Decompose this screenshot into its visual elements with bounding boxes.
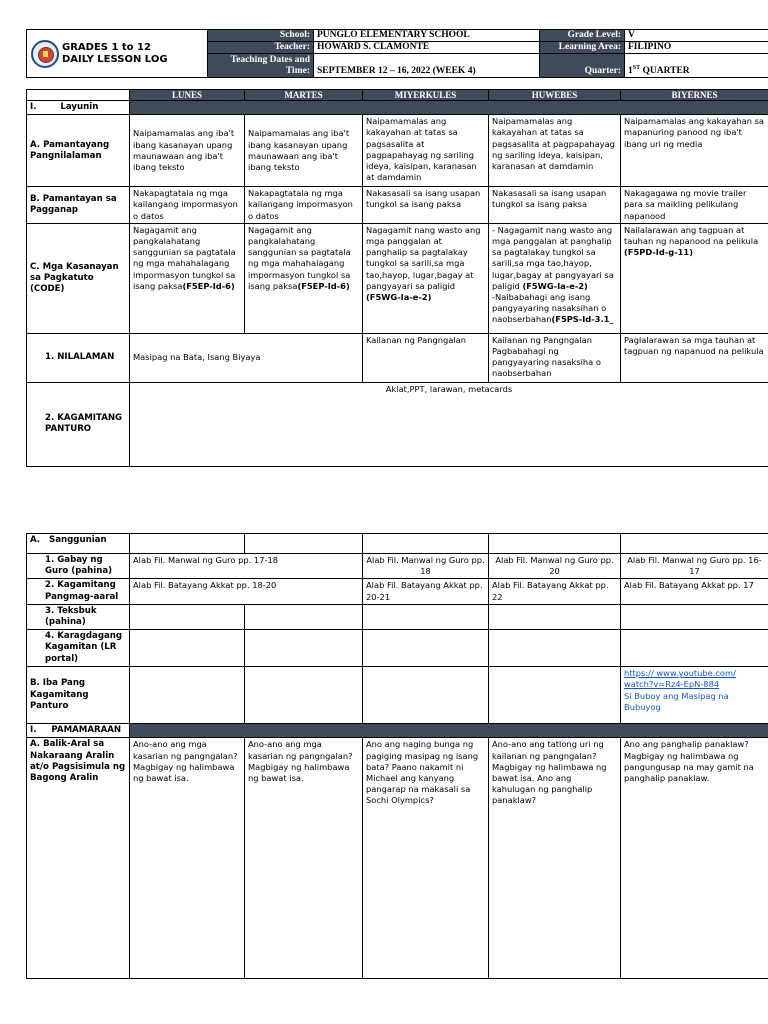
teksbuk-label: 3. Teksbuk (pahina)	[27, 604, 130, 629]
table-cell: Kailanan ng Pangngalan	[363, 333, 489, 382]
table-cell: Naipamamalas ang iba't ibang kasanayan upang maunawaan ang iba't ibang teksto	[245, 115, 363, 187]
table-cell: Nakasasali sa isang usapan tungkol sa isang paksa	[363, 187, 489, 224]
day-header: LUNES	[130, 90, 245, 101]
lesson-objectives-table	[26, 89, 768, 467]
table-cell: Ano-ano ang mga kasarian ng pangngalan? Magbigay ng halimbawa ng bawat isa.	[130, 738, 245, 979]
video-title: Si Buboy ang Masipag na Bubuyog	[624, 690, 729, 712]
table-cell: Alab Fil. Manwal ng Guro pp. 20	[489, 554, 621, 579]
pamamaraan-heading: I. PAMAMARAAN	[27, 724, 130, 738]
pagganap-label: B. Pamantayan sa Pagganap	[27, 187, 130, 224]
log-title: DAILY LESSON LOG	[62, 53, 168, 65]
quarter-value: 1ST QUARTER	[625, 54, 768, 78]
table-cell: Alab Fil. Batayang Akkat pp. 18-20	[130, 579, 363, 604]
grade-label: Grade Level:	[540, 30, 625, 42]
day-header: HUWEBES	[489, 90, 621, 101]
dates-value: SEPTEMBER 12 – 16, 2022 (WEEK 4)	[314, 54, 540, 78]
table-cell: Ano ang naging bunga ng pagiging masipag ng isang bata? Paano nakamit ni Michael ang kanyang pangarap na makasali sa Sochi Olympics?	[363, 738, 489, 979]
table-cell: Alab Fil. Batayang Akkat pp. 20-21	[363, 579, 489, 604]
teacher-label: Teacher:	[208, 42, 314, 54]
table-cell: Nagagamit ang pangkalahatang sanggunian sa pagtatala ng mga mahahalagang impormasyon tungkol sa isang paksa(F5EP-Id-6)	[130, 223, 245, 333]
nilalaman-label: 1. NILALAMAN	[27, 333, 130, 382]
table-cell	[621, 667, 768, 724]
quarter-label: Quarter:	[540, 54, 625, 78]
layunin-heading: I. Layunin	[27, 101, 130, 115]
lesson-procedure-table	[26, 533, 768, 979]
youtube-link[interactable]: https:// www.youtube.com/ watch?v=Rz4-EpN-884	[624, 668, 736, 690]
deped-seal-icon	[31, 40, 59, 68]
area-label: Learning Area:	[540, 42, 625, 54]
day-header: MIYERKULES	[363, 90, 489, 101]
area-value: FILIPINO	[625, 42, 768, 54]
table-cell: Ano-ano ang tatlong uri ng kailanan ng pangngalan? Magbigay ng halimbawa ng bawat isa. Ano ang kahulugan ng panghalip panaklaw?	[489, 738, 621, 979]
table-cell: Alab Fil. Manwal ng Guro pp. 17-18	[130, 554, 363, 579]
table-cell: Nakasasali sa isang usapan tungkol sa isang paksa	[489, 187, 621, 224]
kasanayan-label: C. Mga Kasanayan sa Pagkatuto (CODE)	[27, 223, 130, 333]
gabay-label: 1. Gabay ng Guro (pahina)	[27, 554, 130, 579]
table-cell: Nakagagawa ng movie trailer para sa maikling pelikulang napanood	[621, 187, 768, 224]
dates-label: Teaching Dates and Time:	[208, 54, 314, 78]
table-cell: Masipag na Bata, Isang Biyaya	[130, 333, 363, 382]
day-header: BIYERNES	[621, 90, 768, 101]
teacher-value: HOWARD S. CLAMONTE	[314, 42, 540, 54]
table-cell: Nakapagtatala ng mga kailangang impormasyon o datos	[130, 187, 245, 224]
table-cell: Nagagamit nang wasto ang mga panggalan at panghalip sa pagtalakay tungkol sa sarili,sa mga tao,hayop, lugar,bagay at pangyayari sa paligid (F5WG-Ia-e-2)	[363, 223, 489, 333]
table-cell: Kailanan ng Pangngalan Pagbabahagi ng pangyayaring nasaksiha o naobserbahan	[489, 333, 621, 382]
kagamitan-label: 2. KAGAMITANG PANTURO	[27, 382, 130, 466]
table-cell: - Nagagamit nang wasto ang mga panggalan at panghalip sa pagtalakay tungkol sa sarili,sa mga tao,hayop, lugar,bagay at pangyayari sa paligid (F5WG-Ia-e-2) -Naibabahagi ang isang pangyayaring nasaksihan o naobserbahan(F5PS-Id-3.1_	[489, 223, 621, 333]
table-cell: Aklat,PPT, larawan, metacards	[130, 382, 768, 466]
table-cell: Naipamamalas ang kakayahan at tatas sa pagsasalita at pagpapahayag ng sariling ideya, kaisipan, karanasan at damdamin	[363, 115, 489, 187]
table-cell: Naipamamalas ang kakayahan at tatas sa pagsasalita at pagpapahayag ng sariling ideya, kaisipan, karanasan at damdamin	[489, 115, 621, 187]
sanggunian-heading: A. Sanggunian	[27, 534, 130, 554]
header-title-cell	[27, 30, 208, 78]
day-header: MARTES	[245, 90, 363, 101]
table-cell: Alab Fil. Batayang Akkat pp. 17	[621, 579, 768, 604]
school-label: School:	[208, 30, 314, 42]
school-value: PUNGLO ELEMENTARY SCHOOL	[314, 30, 540, 42]
table-cell: Ano-ano ang mga kasarian ng pangngalan? Magbigay ng halimbawa ng bawat isa.	[245, 738, 363, 979]
grades-title: GRADES 1 to 12	[62, 41, 151, 53]
table-cell: Naipamamalas ang kakayahan sa mapanuring panood ng iba't ibang uri ng media	[621, 115, 768, 187]
balik-label: A. Balik-Aral sa Nakaraang Aralin at/o Pagsisimula ng Bagong Aralin	[27, 738, 130, 979]
pangmag-label: 2. Kagamitang Pangmag-aaral	[27, 579, 130, 604]
table-cell: Nakapagtatala ng mga kailangang impormasyon o datos	[245, 187, 363, 224]
table-cell: Alab Fil. Batayang Akkat pp. 22	[489, 579, 621, 604]
section-bar	[130, 724, 768, 738]
table-cell: Naipamamalas ang iba't ibang kasanayan upang maunawaan ang iba't ibang teksto	[130, 115, 245, 187]
karagdagang-label: 4. Karagdagang Kagamitan (LR portal)	[27, 630, 130, 667]
grade-value: V	[625, 30, 768, 42]
header-table	[26, 29, 768, 78]
table-cell: Nailalarawan ang tagpuan at tauhan ng napanood na pelikula (F5PD-Id-g-11)	[621, 223, 768, 333]
table-cell: Alab Fil. Manwal ng Guro pp. 18	[363, 554, 489, 579]
table-cell: Ano ang panghalip panaklaw? Magbigay ng halimbawa ng pangungusap na may gamit na panghalip panaklaw.	[621, 738, 768, 979]
section-bar	[130, 101, 768, 115]
table-cell: Nagagamit ang pangkalahatang sanggunian sa pagtatala ng mga mahahalagang impormasyon tungkol sa isang paksa(F5EP-Id-6)	[245, 223, 363, 333]
table-cell: Alab Fil. Manwal ng Guro pp. 16-17	[621, 554, 768, 579]
iba-label: B. Iba Pang Kagamitang Panturo	[27, 667, 130, 724]
table-cell: Paglalarawan sa mga tauhan at tagpuan ng napanuod na pelikula	[621, 333, 768, 382]
pamantayang-label: A. Pamantayang Pangnilalaman	[27, 115, 130, 187]
